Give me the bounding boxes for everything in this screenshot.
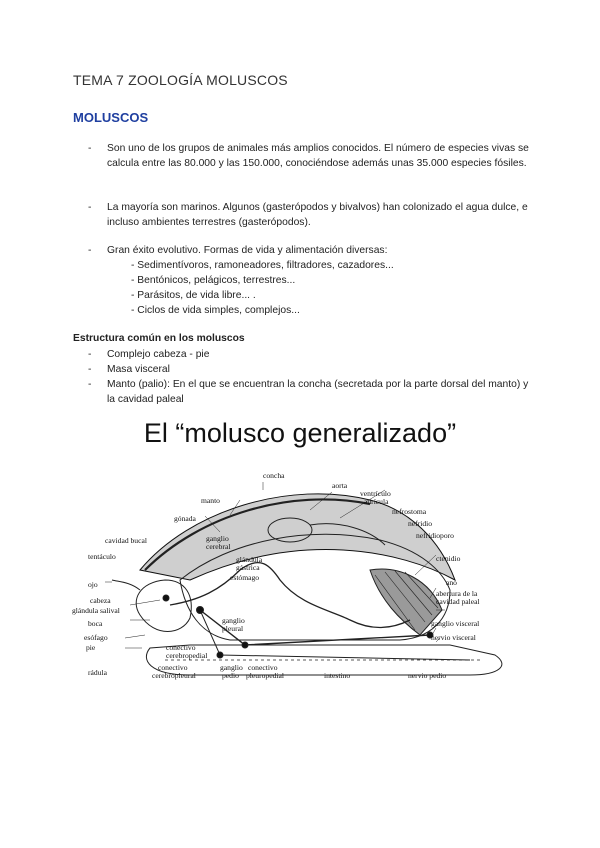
label-ganglio-visceral: ganglio visceral	[431, 619, 480, 628]
bullet-dash: -	[88, 245, 92, 256]
label-cabeza: cabeza	[90, 596, 111, 605]
diagram-title: El “molusco generalizado”	[143, 418, 457, 448]
label-conectivo-cerebropedial: conectivo	[166, 643, 196, 652]
label-nervio-visceral: nervio visceral	[431, 633, 476, 642]
bullet-text: Complejo cabeza - pie	[107, 349, 210, 360]
label-ganglio-pedio: ganglio	[220, 663, 243, 672]
sub-list	[73, 258, 533, 318]
structure-title: Estructura común en los moluscos	[73, 333, 245, 344]
bullet-dash: -	[88, 379, 92, 390]
label-ganglio-cerebral: cerebral	[206, 542, 231, 551]
label-glandula-gastrica: glándula	[236, 555, 263, 564]
intro-bullet-list	[73, 243, 533, 318]
label-manto: manto	[201, 496, 220, 505]
label-ctenidio: ctenidio	[436, 554, 461, 563]
sub-item: - Ciclos de vida simples, complejos...	[131, 305, 300, 316]
list-item	[73, 200, 533, 230]
bullet-text: Gran éxito evolutivo. Formas de vida y alimentación diversas:	[107, 245, 388, 256]
label-ganglio-pleural: pleural	[222, 624, 244, 633]
label-estomago: estómago	[230, 573, 260, 582]
bullet-text: Son uno de los grupos de animales más amplios conocidos. El número de especies vivas se calcula entre las 80.000 y las 150.000, conociéndose además unas 35.000 especies fósiles.	[107, 143, 529, 169]
label-cavidad-bucal: cavidad bucal	[105, 536, 147, 545]
label-ganglio-pedio: pedio	[222, 671, 239, 680]
bullet-dash: -	[88, 143, 92, 154]
intro-bullet-list	[73, 200, 533, 230]
label-pie: pie	[86, 643, 96, 652]
label-ganglio-pleural: ganglio	[222, 616, 245, 625]
label-nefridio: nefridio	[408, 519, 433, 528]
label-concha: concha	[263, 471, 285, 480]
bullet-text: Manto (palio): En el que se encuentran la concha (secretada por la parte dorsal del manto) y la cavidad paleal	[107, 379, 529, 405]
label-ojo: ojo	[88, 580, 98, 589]
bullet-text: Masa visceral	[107, 364, 170, 375]
bullet-dash: -	[88, 364, 92, 375]
label-conectivo-cerebropleural: cerebropleural	[152, 671, 196, 680]
label-conectivo-pleuropedial: conectivo	[248, 663, 278, 672]
list-item	[73, 347, 533, 362]
label-nervio-pedio: nervio pedio	[408, 671, 447, 680]
sub-item: - Parásitos, de vida libre... .	[131, 290, 256, 301]
head-outline	[136, 580, 191, 632]
label-radula: rádula	[88, 668, 107, 677]
label-ganglio-cerebral: ganglio	[206, 534, 229, 543]
page-title: TEMA 7 ZOOLOGÍA MOLUSCOS	[73, 72, 288, 88]
intro-bullet-list	[73, 141, 533, 171]
list-item	[73, 377, 533, 407]
label-conectivo-cerebropedial: cerebropedial	[166, 651, 208, 660]
label-nefrostoma: nefrostoma	[392, 507, 427, 516]
list-item	[73, 362, 533, 377]
label-ano: ano	[446, 578, 457, 587]
sub-item: - Sedimentívoros, ramoneadores, filtradores, cazadores...	[131, 260, 394, 271]
mollusc-diagram	[70, 470, 520, 700]
label-esofago: esófago	[84, 633, 108, 642]
list-item	[73, 243, 533, 258]
list-item	[73, 141, 533, 171]
label-auricula: aurícula	[364, 497, 389, 506]
structure-bullet-list	[73, 347, 533, 407]
label-glandula-gastrica: gástrica	[236, 563, 260, 572]
section-title: MOLUSCOS	[73, 110, 149, 125]
bullet-dash: -	[88, 349, 92, 360]
label-abertura: cavidad paleal	[436, 597, 480, 606]
label-glandula-salival: glándula salival	[72, 606, 120, 615]
label-conectivo-pleuropedial: pleuropedial	[246, 671, 284, 680]
tentacle	[112, 580, 140, 590]
label-gonada: gónada	[174, 514, 196, 523]
label-intestino: intestino	[324, 671, 351, 680]
bullet-text: La mayoría son marinos. Algunos (gasterópodos y bivalvos) han colonizado el agua dulce, e incluso ambientes terrestres (gasterópodos).	[107, 202, 528, 228]
label-nefridioporo: nefridioporo	[416, 531, 454, 540]
label-conectivo-cerebropleural: conectivo	[158, 663, 188, 672]
bullet-dash: -	[88, 202, 92, 213]
label-boca: boca	[88, 619, 103, 628]
sub-item: - Bentónicos, pelágicos, terrestres...	[131, 275, 296, 286]
label-aorta: aorta	[332, 481, 348, 490]
label-abertura: abertura de la	[436, 589, 478, 598]
label-ventriculo: ventrículo	[360, 489, 391, 498]
label-tentaculo: tentáculo	[88, 552, 116, 561]
